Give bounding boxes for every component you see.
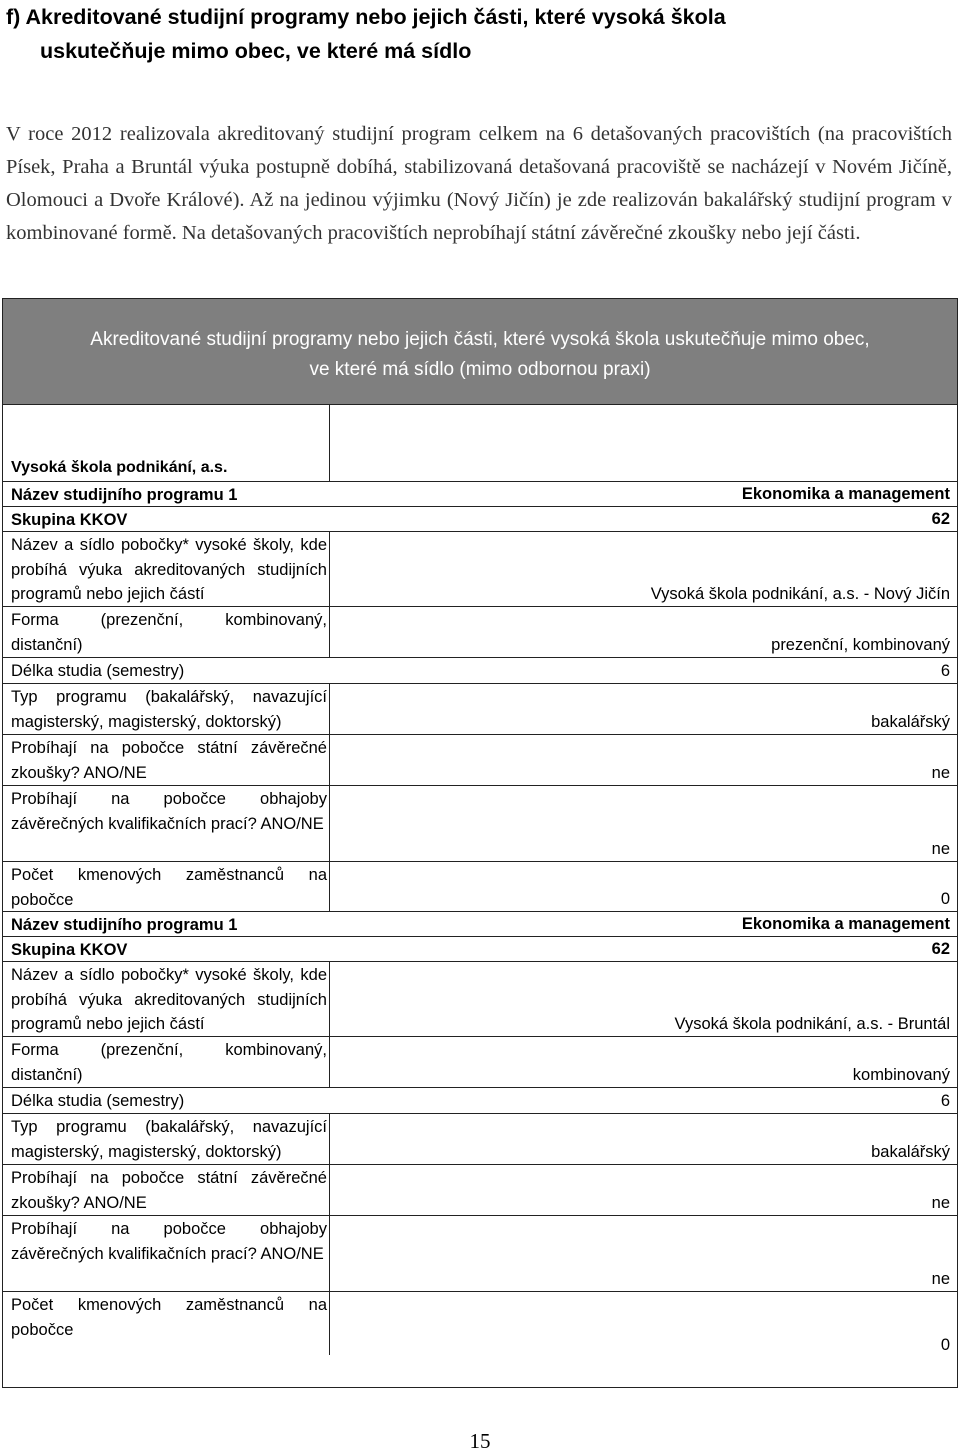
form-value: kombinovaný [852, 1065, 950, 1084]
table-row-form [3, 1037, 957, 1088]
table-row-length [3, 658, 957, 684]
staff-value: 0 [940, 889, 950, 908]
type-label: Typ programu (bakalářský, navazující magisterský, magisterský, doktorský) [11, 688, 327, 731]
school-row [3, 405, 957, 482]
table-row-exams [3, 1165, 957, 1216]
length-value: 6 [940, 661, 950, 680]
length-value: 6 [940, 1091, 950, 1110]
staff-value: 0 [940, 1335, 950, 1354]
defense-value: ne [931, 1269, 950, 1288]
length-label: Délka studia (semestry) [11, 1092, 185, 1110]
exams-label: Probíhají na pobočce státní závěrečné zkoušky? ANO/NE [11, 739, 327, 782]
table-header [3, 299, 957, 405]
kkov-value: 62 [931, 939, 950, 958]
staff-label: Počet kmenových zaměstnanců na pobočce [11, 1296, 327, 1339]
table-row-length [3, 1088, 957, 1114]
table-row-defense [3, 786, 957, 862]
table-row-kkov [3, 507, 957, 532]
table-header-line2: ve které má sídlo (mimo odbornou praxi) [309, 359, 651, 380]
section-heading-line1: f) Akreditované studijní programy nebo jejich části, které vysoká škola [6, 5, 726, 29]
defense-label: Probíhají na pobočce obhajoby závěrečných kvalifikačních prací? ANO/NE [11, 790, 327, 833]
intro-paragraph-text: V roce 2012 realizovala akreditovaný studijní program celkem na 6 detašovaných pracovištích (na pracovištích Písek, Praha a Bruntál výuka postupně dobíhá, stabilizovaná detašovaná pracoviště se nacházejí v Novém Jičíně, Olomouci a Dvoře Králové). Až na jedinou výjimku (Nový Jičín) je zde realizován bakalářský studijní program v kombinované formě. Na detašovaných pracovištích neprobíhají státní závěrečné zkoušky nebo její části. [6, 123, 952, 244]
program-label: Název studijního programu 1 [11, 486, 238, 504]
table-row-type [3, 684, 957, 735]
table-row-staff [3, 862, 957, 912]
table-row-program [3, 482, 957, 507]
branch-value: Vysoká škola podnikání, a.s. - Nový Jičín [650, 584, 950, 603]
staff-label: Počet kmenových zaměstnanců na pobočce [11, 866, 327, 909]
table-row-branch [3, 962, 957, 1037]
table-row-exams [3, 735, 957, 786]
section-heading [6, 0, 956, 68]
school-name: Vysoká škola podnikání, a.s. [11, 459, 228, 476]
table-row-program [3, 912, 957, 937]
kkov-label: Skupina KKOV [11, 511, 128, 529]
form-label: Forma (prezenční, kombinovaný, distanční) [11, 1041, 327, 1084]
table-row-form [3, 607, 957, 658]
branches-table [2, 298, 958, 1388]
branch-label: Název a sídlo pobočky* vysoké školy, kde probíhá výuka akreditovaných studijních programů nebo jejich částí [11, 536, 327, 603]
table-row-defense [3, 1216, 957, 1292]
form-label: Forma (prezenční, kombinovaný, distanční) [11, 611, 327, 654]
program-value: Ekonomika a management [741, 484, 950, 503]
branch-label: Název a sídlo pobočky* vysoké školy, kde probíhá výuka akreditovaných studijních programů nebo jejich částí [11, 966, 327, 1033]
type-value: bakalářský [871, 712, 950, 731]
type-value: bakalářský [871, 1142, 950, 1161]
branch-value: Vysoká škola podnikání, a.s. - Bruntál [674, 1014, 950, 1033]
table-header-line1: Akreditované studijní programy nebo jejich části, které vysoká škola uskutečňuje mimo obec, [90, 329, 870, 350]
exams-value: ne [931, 1193, 950, 1212]
defense-value: ne [931, 839, 950, 858]
table-row-branch [3, 532, 957, 607]
program-value: Ekonomika a management [741, 914, 950, 933]
intro-paragraph [6, 118, 952, 250]
table-row-kkov [3, 937, 957, 962]
type-label: Typ programu (bakalářský, navazující magisterský, magisterský, doktorský) [11, 1118, 327, 1161]
exams-label: Probíhají na pobočce státní závěrečné zkoušky? ANO/NE [11, 1169, 327, 1212]
page-number: 15 [469, 1429, 491, 1453]
table-row-staff [3, 1292, 957, 1355]
kkov-value: 62 [931, 509, 950, 528]
exams-value: ne [931, 763, 950, 782]
section-heading-line2: uskutečňuje mimo obec, ve které má sídlo [40, 39, 472, 63]
form-value: prezenční, kombinovaný [771, 635, 950, 654]
length-label: Délka studia (semestry) [11, 662, 185, 680]
defense-label: Probíhají na pobočce obhajoby závěrečných kvalifikačních prací? ANO/NE [11, 1220, 327, 1263]
kkov-label: Skupina KKOV [11, 941, 128, 959]
table-row-type [3, 1114, 957, 1165]
program-label: Název studijního programu 1 [11, 916, 238, 934]
